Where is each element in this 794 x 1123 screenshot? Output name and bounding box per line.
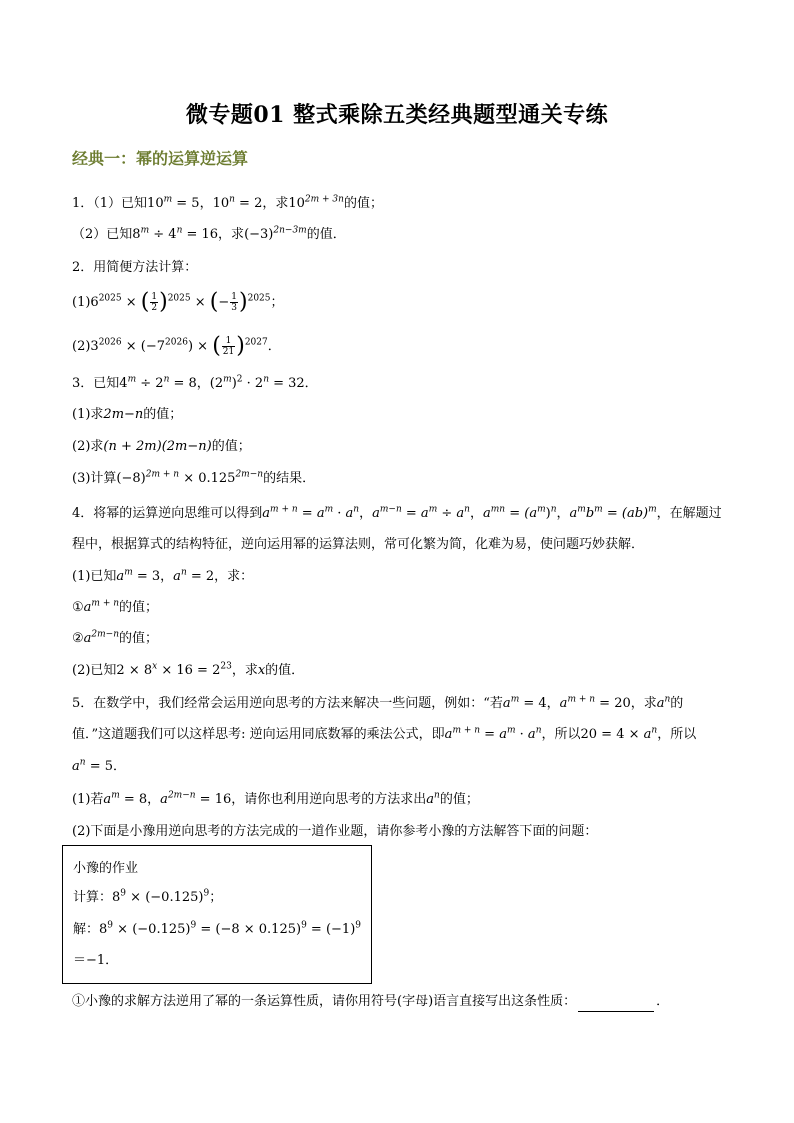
q1-part2: （2）已知$8^m \div 4^n = 16$，求$(-3)^{2n-3m}$的值．: [72, 225, 346, 242]
q5-part2: (2)下面是小豫用逆向思考的方法完成的一道作业题，请你参考小豫的方法解答下面的问题：: [72, 824, 598, 839]
q5-sub1: ①小豫的求解方法逆用了幂的一条运算性质，请你用符号(字母)语言直接写出这条性质： ．: [72, 992, 734, 1012]
q3-lead: 3．已知$4^m \div 2^n = 8$，$(2^m)^2 \cdot 2^n = 32$．: [72, 374, 318, 391]
homework-result: ＝−1．: [73, 953, 119, 968]
q1-part1: 1．（1）已知$10^m = 5$，$10^n = 2$，求$10^{2m + 3n}$的值；: [72, 194, 383, 211]
q4-sub2: $②a^{2m-n}$的值；: [72, 629, 159, 646]
q3-part1: (1)求2m−n的值；: [72, 407, 183, 422]
q2-part1: $(1)6^{2025}$ × ( $\frac{1}{2}$ )$^{2025}$ × (− $\frac{1}{3}$ )$^{2025}$；: [72, 289, 284, 315]
fraction: $\frac{1}{21}$: [222, 336, 235, 357]
q4-lead: 4．将幂的运算逆向思维可以得到$a^{m + n} = a^m \cdot a^n$，$a^{m-n} = a^m \div a^n$，$a^{mn} = (a^m)^n$，$a^mb^m = (ab)^m$，在解题过: [72, 504, 722, 521]
q5-part1: (1)若$a^m = 8$，$a^{2m-n} = 16$，请你也利用逆向思考的方法求出$a^n$的值；: [72, 790, 479, 807]
q5-line2: 值．”这道题我们可以这样思考: 逆向运用同底数幂的乘法公式，即$a^{m + n} = a^m \cdot a^n$，所以$20 = 4 \times a^n$，所以: [72, 725, 697, 742]
q2-lead: 2．用简便方法计算：: [72, 260, 198, 275]
homework-solution: 解：$8^9 \times (-0.125)^9 = (-8 \times 0.125)^9 = (-1)^9$: [73, 920, 362, 937]
q2-part2: $(2)3^{2026} \times (-7^{2026})$ × ( $\frac{1}{21}$ )$^{2027}$．: [72, 333, 281, 359]
q5-line3: $a^n = 5$．: [72, 757, 126, 774]
q3-part3: (3)计算$(-8)^{2m + n} \times 0.125^{2m-n}$的结果．: [72, 469, 316, 486]
answer-blank[interactable]: [578, 997, 654, 1012]
homework-title: 小豫的作业: [73, 861, 139, 876]
section-title: 经典一：幂的运算逆运算: [72, 149, 249, 168]
fraction: $\frac{1}{3}$: [231, 292, 238, 313]
q4-part1: (1)已知$a^m = 3$，$a^n = 2$，求：: [72, 567, 254, 584]
homework-box: [62, 845, 372, 984]
q3-part2: (2)求(n + 2m)(2m−n)的值；: [72, 439, 251, 454]
homework-calc: 计算：$8^9 \times (-0.125)^9$；: [73, 888, 223, 905]
page-title: 微专题01 整式乘除五类经典题型通关专练: [185, 102, 609, 128]
fraction: $\frac{1}{2}$: [151, 292, 158, 313]
q5-line1: 5．在数学中，我们经常会运用逆向思考的方法来解决一些问题，例如：“若$a^m = 4$，$a^{m + n} = 20$，求$a^n$的: [72, 694, 684, 711]
q4-sub1: $①a^{m + n}$的值；: [72, 598, 159, 615]
q4-line2: 程中，根据算式的结构特征，逆向运用幂的运算法则，常可化繁为简，化难为易，使问题巧妙获解．: [72, 537, 645, 552]
q4-part2: (2)已知$2 \times 8^x \times 16 = 2^{23}$，求x的值．: [72, 661, 305, 678]
